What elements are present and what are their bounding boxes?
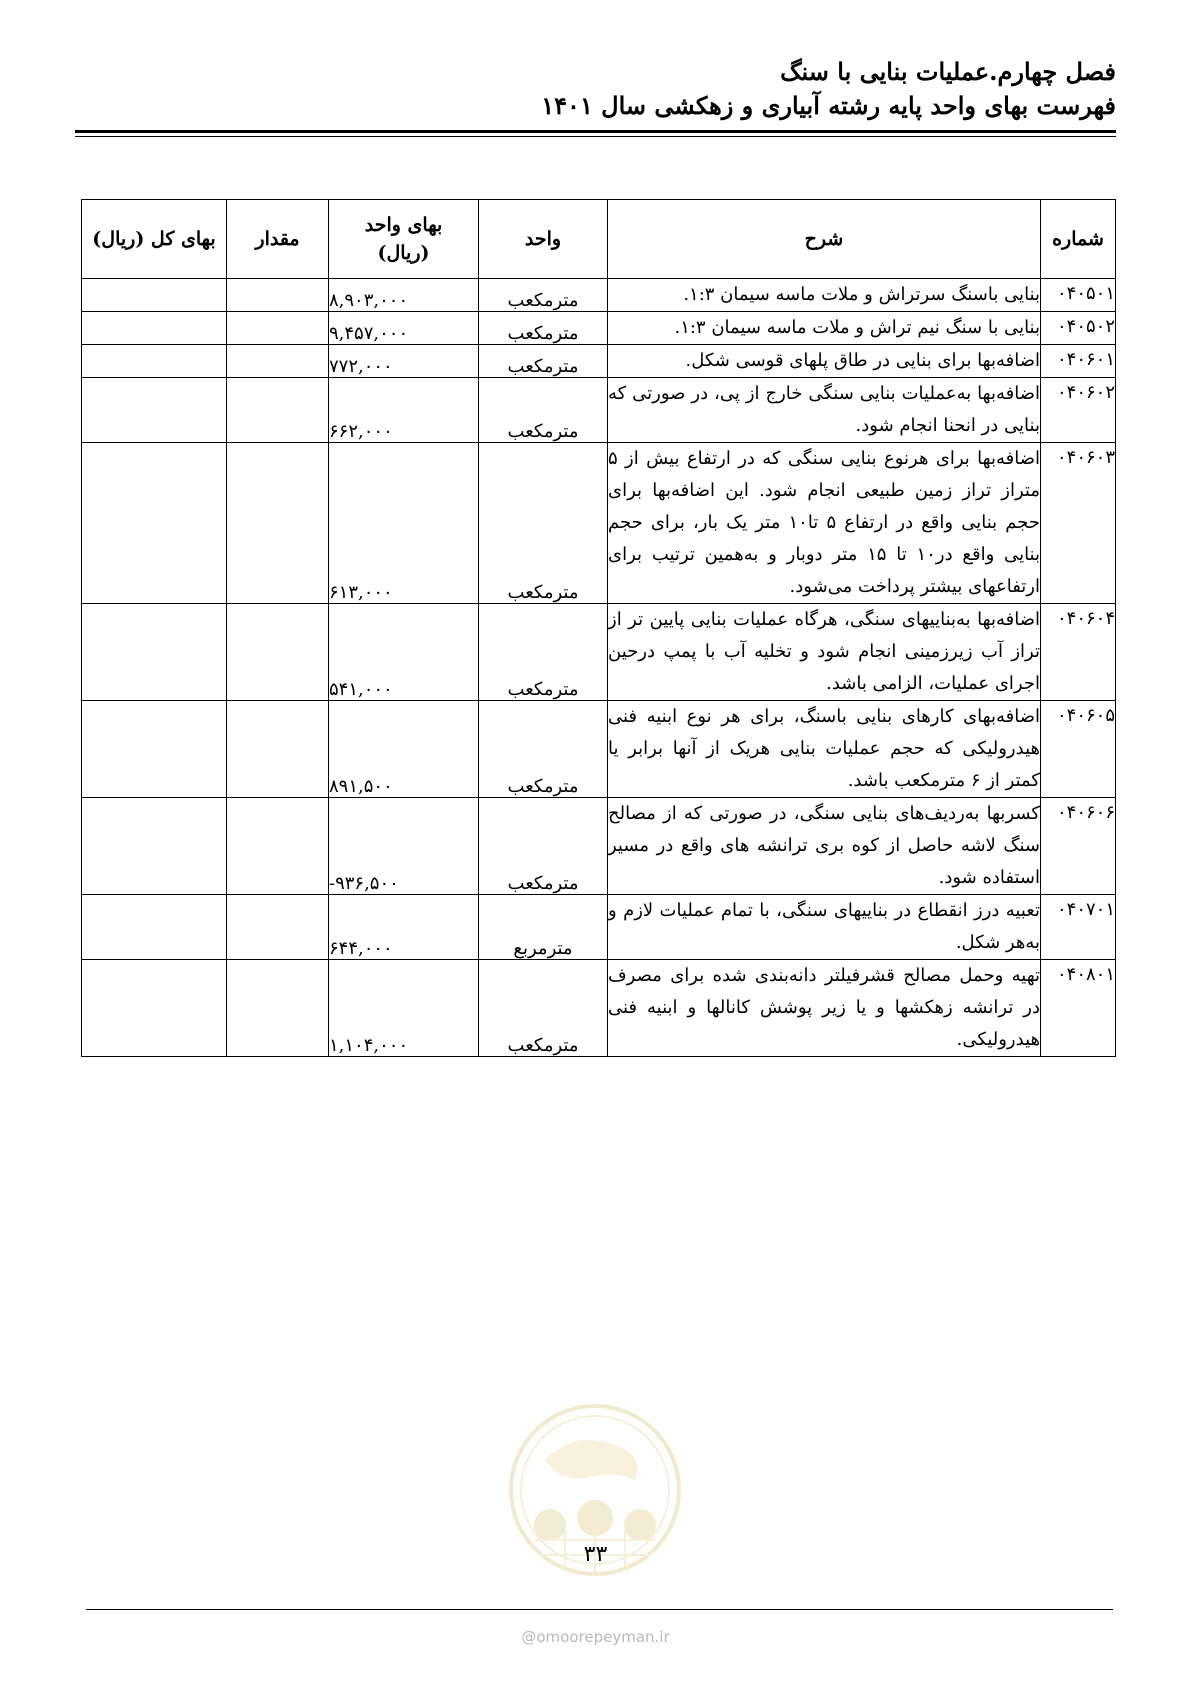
item-unit: مترمکعب	[479, 378, 608, 443]
table-row	[82, 895, 1116, 960]
item-quantity	[227, 345, 329, 378]
item-total	[82, 345, 227, 378]
item-number: ۰۴۰۵۰۱	[1041, 279, 1116, 312]
header-quantity: مقدار	[227, 200, 329, 279]
header-number: شماره	[1041, 200, 1116, 279]
item-number: ۰۴۰۶۰۴	[1041, 604, 1116, 701]
logo-calligraphy	[545, 1440, 638, 1480]
item-unit-price: -۹۳۶,۵۰۰	[329, 798, 479, 895]
item-description: تهیه وحمل مصالح قشرفیلتر دانه‌بندی شده برای مصرف در ترانشه زهکشها و یا زیر پوشش کانالها و ابنیه فنی هیدرولیکی.	[608, 960, 1041, 1057]
item-number: ۰۴۰۶۰۵	[1041, 701, 1116, 798]
item-unit: مترمکعب	[479, 701, 608, 798]
header-rule-thick	[75, 130, 1116, 133]
item-quantity	[227, 701, 329, 798]
item-description: کسربها به‌ردیف‌های بنایی سنگی، در صورتی که از مصالح سنگ لاشه حاصل از کوه بری ترانشه های واقع در مسیر استفاده شود.	[608, 798, 1041, 895]
item-unit: مترمکعب	[479, 960, 608, 1057]
item-quantity	[227, 895, 329, 960]
page-header	[541, 55, 1116, 123]
item-unit-price: ۸۹۱,۵۰۰	[329, 701, 479, 798]
header-total: بهای کل (ریال)	[82, 200, 227, 279]
item-unit: مترمربع	[479, 895, 608, 960]
item-total	[82, 378, 227, 443]
table-row	[82, 312, 1116, 345]
item-number: ۰۴۰۶۰۳	[1041, 443, 1116, 604]
item-unit-price: ۶۴۴,۰۰۰	[329, 895, 479, 960]
item-unit-price: ۵۴۱,۰۰۰	[329, 604, 479, 701]
item-quantity	[227, 312, 329, 345]
table-header-row	[82, 200, 1116, 279]
item-quantity	[227, 604, 329, 701]
table-row	[82, 960, 1116, 1057]
table-row	[82, 798, 1116, 895]
table-row	[82, 345, 1116, 378]
table-row	[82, 443, 1116, 604]
header-unit-price-currency: (ریال)	[377, 242, 430, 264]
item-quantity	[227, 443, 329, 604]
item-quantity	[227, 960, 329, 1057]
item-total	[82, 798, 227, 895]
item-quantity	[227, 378, 329, 443]
table-row	[82, 604, 1116, 701]
item-description: بنایی با سنگ نیم تراش و ملات ماسه سیمان ۱:۳.	[608, 312, 1041, 345]
item-unit: مترمکعب	[479, 279, 608, 312]
item-number: ۰۴۰۶۰۲	[1041, 378, 1116, 443]
item-unit-price: ۹,۴۵۷,۰۰۰	[329, 312, 479, 345]
item-total	[82, 701, 227, 798]
chapter-title: فصل چهارم.عملیات بنایی با سنگ	[780, 57, 1116, 86]
header-unit: واحد	[479, 200, 608, 279]
item-unit-price: ۱,۱۰۴,۰۰۰	[329, 960, 479, 1057]
header-rule-thin	[75, 136, 1116, 137]
item-number: ۰۴۰۶۰۶	[1041, 798, 1116, 895]
item-description: اضافه‌بهای کارهای بنایی باسنگ، برای هر نوع ابنیه فنی هیدرولیکی که حجم عملیات بنایی هریک از آنها برابر یا کمتر از ۶ مترمکعب باشد.	[608, 701, 1041, 798]
item-number: ۰۴۰۵۰۲	[1041, 312, 1116, 345]
table-row	[82, 378, 1116, 443]
item-description: تعبیه درز انقطاع در بناییهای سنگی، با تمام عملیات لازم و به‌هر شکل.	[608, 895, 1041, 960]
item-description: اضافه‌بها به‌بناییهای سنگی، هرگاه عملیات بنایی پایین تر از تراز آب زیرزمینی انجام شود و تخلیه آب با پمپ درحین اجرای عملیات، الزامی باشد.	[608, 604, 1041, 701]
item-description: بنایی باسنگ سرتراش و ملات ماسه سیمان ۱:۳.	[608, 279, 1041, 312]
item-unit: مترمکعب	[479, 604, 608, 701]
item-quantity	[227, 279, 329, 312]
item-unit-price: ۸,۹۰۳,۰۰۰	[329, 279, 479, 312]
table-row	[82, 279, 1116, 312]
item-number: ۰۴۰۷۰۱	[1041, 895, 1116, 960]
header-unit-price-label: بهای واحد	[364, 214, 443, 236]
item-quantity	[227, 798, 329, 895]
item-total	[82, 312, 227, 345]
item-total	[82, 443, 227, 604]
item-description: اضافه‌بها برای هرنوع بنایی سنگی که در ارتفاع بیش از ۵ متراز تراز زمین طبیعی انجام شود. این اضافه‌بها برای حجم بنایی واقع در ارتفاع ۵ تا۱۰ متر یک بار، برای حجم بنایی واقع در۱۰ تا ۱۵ متر دوبار و به‌همین ترتیب برای ارتفاعهای بیشتر پرداخت می‌شود.	[608, 443, 1041, 604]
item-unit: مترمکعب	[479, 798, 608, 895]
item-description: اضافه‌بها به‌عملیات بنایی سنگی خارج از پی، در صورتی که بنایی در انحنا انجام شود.	[608, 378, 1041, 443]
item-total	[82, 604, 227, 701]
item-total	[82, 895, 227, 960]
header-description: شرح	[608, 200, 1041, 279]
header-unit-price	[329, 200, 479, 279]
item-unit: مترمکعب	[479, 345, 608, 378]
footer-rule	[86, 1609, 1113, 1610]
watermark-url: @omoorepeyman.ir	[521, 1628, 670, 1646]
item-number: ۰۴۰۶۰۱	[1041, 345, 1116, 378]
item-unit: مترمکعب	[479, 443, 608, 604]
document-subtitle: فهرست بهای واحد پایه رشته آبیاری و زهکشی سال ۱۴۰۱	[541, 91, 1116, 120]
page-number: ۳۳	[583, 1542, 608, 1567]
table-row	[82, 701, 1116, 798]
item-total	[82, 960, 227, 1057]
item-unit: مترمکعب	[479, 312, 608, 345]
item-unit-price: ۶۶۲,۰۰۰	[329, 378, 479, 443]
item-unit-price: ۶۱۳,۰۰۰	[329, 443, 479, 604]
item-total	[82, 279, 227, 312]
item-description: اضافه‌بها برای بنایی در طاق پلهای قوسی شکل.	[608, 345, 1041, 378]
price-table	[81, 199, 1116, 1057]
item-unit-price: ۷۷۲,۰۰۰	[329, 345, 479, 378]
item-number: ۰۴۰۸۰۱	[1041, 960, 1116, 1057]
